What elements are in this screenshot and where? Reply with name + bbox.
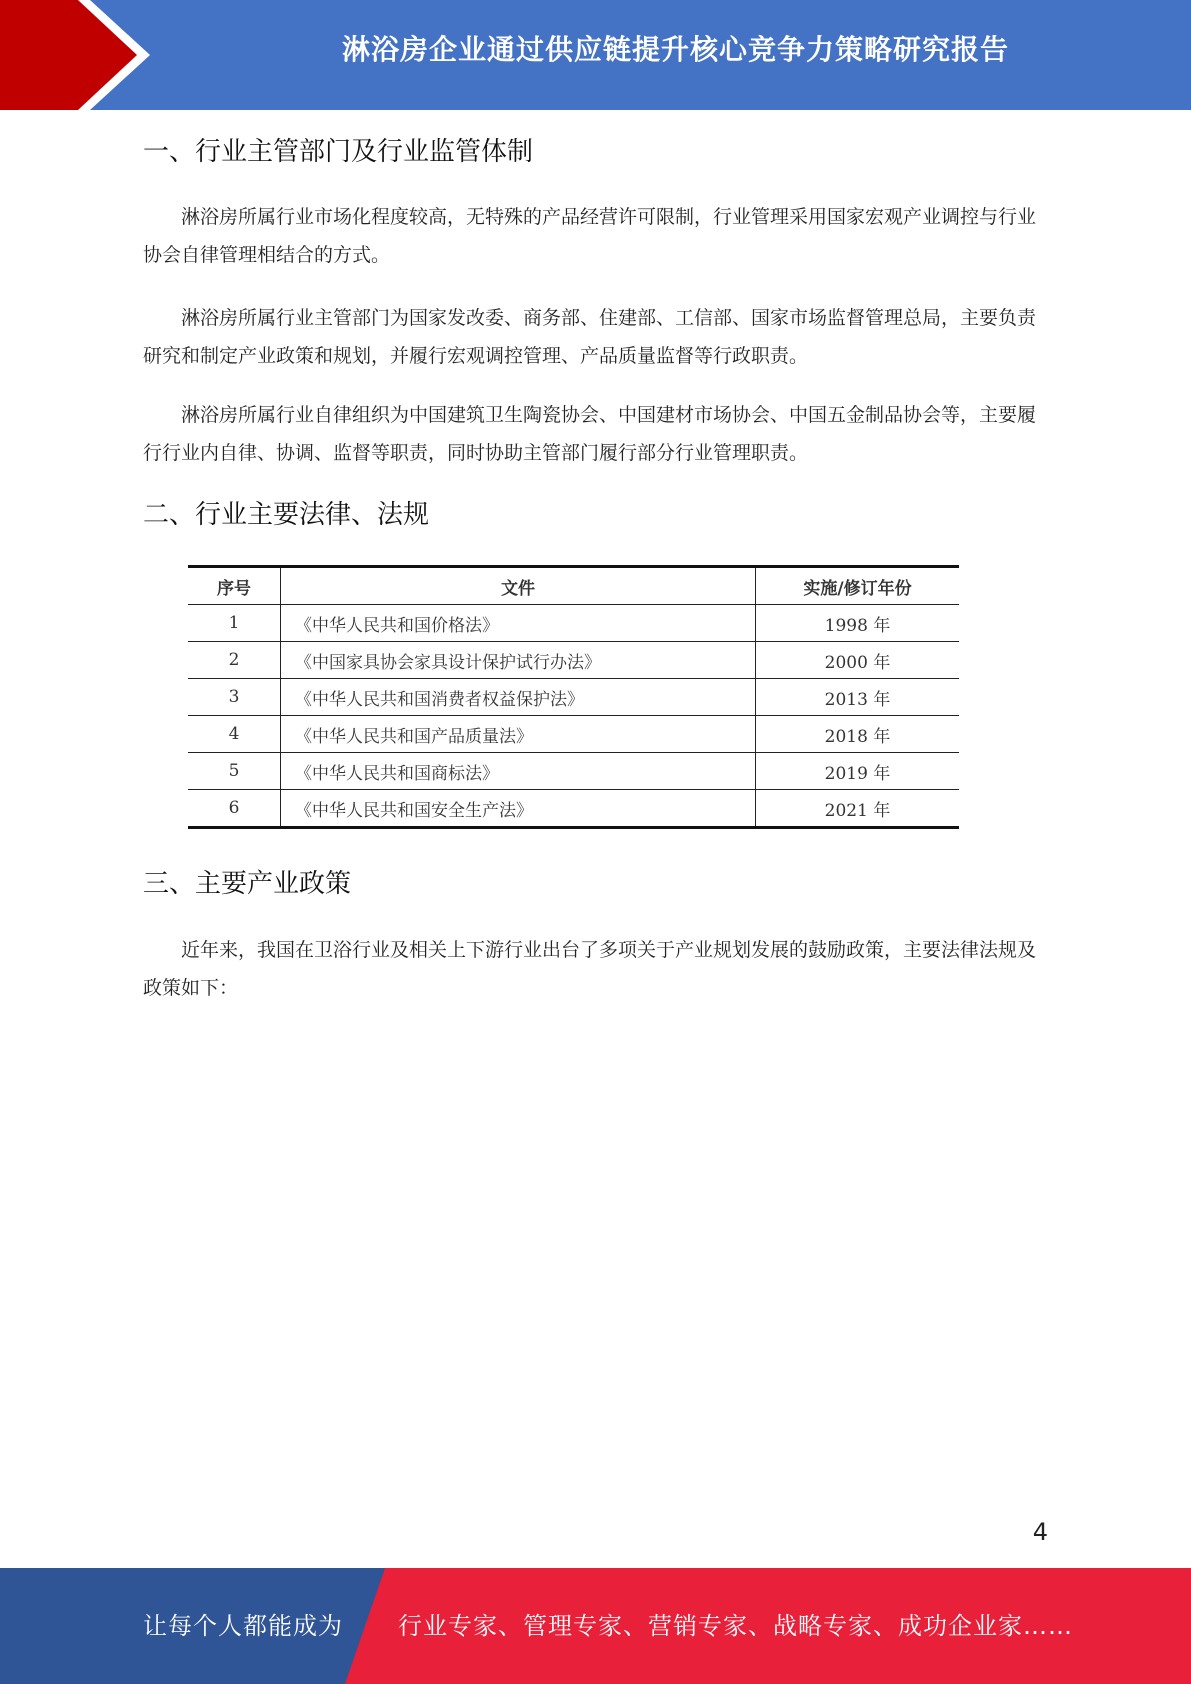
header-banner xyxy=(0,0,1191,110)
cell-document: 《中华人民共和国消费者权益保护法》 xyxy=(281,679,756,716)
cell-year: 1998 年 xyxy=(756,605,960,642)
table-row xyxy=(188,753,959,790)
paragraph-3: 淋浴房所属行业自律组织为中国建筑卫生陶瓷协会、中国建材市场协会、中国五金制品协会等，主要履行行业内自律、协调、监督等职责，同时协助主管部门履行部分行业管理职责。 xyxy=(143,404,1037,464)
cell-number: 1 xyxy=(188,605,281,642)
cell-document: 《中国家具协会家具设计保护试行办法》 xyxy=(281,642,756,679)
footer-slogan-left: 让每个人都能成为 xyxy=(143,1612,343,1640)
cell-year: 2018 年 xyxy=(756,716,960,753)
section-heading-3: 三、主要产业政策 xyxy=(143,869,352,899)
column-header-number: 序号 xyxy=(188,567,281,605)
column-header-year: 实施/修订年份 xyxy=(756,567,960,605)
cell-document: 《中华人民共和国商标法》 xyxy=(281,753,756,790)
footer-slogan-right: 行业专家、管理专家、营销专家、战略专家、成功企业家…… xyxy=(398,1612,1073,1640)
cell-number: 2 xyxy=(188,642,281,679)
paragraph-4: 近年来，我国在卫浴行业及相关上下游行业出台了多项关于产业规划发展的鼓励政策，主要法律法规及政策如下： xyxy=(143,939,1037,999)
cell-year: 2021 年 xyxy=(756,790,960,828)
report-title: 淋浴房企业通过供应链提升核心竞争力策略研究报告 xyxy=(341,33,1009,66)
cell-number: 4 xyxy=(188,716,281,753)
paragraph-2: 淋浴房所属行业主管部门为国家发改委、商务部、住建部、工信部、国家市场监督管理总局，主要负责研究和制定产业政策和规划，并履行宏观调控管理、产品质量监督等行政职责。 xyxy=(143,307,1037,367)
section-heading-2: 二、行业主要法律、法规 xyxy=(143,500,430,530)
cell-year: 2019 年 xyxy=(756,753,960,790)
cell-number: 3 xyxy=(188,679,281,716)
table-header-row xyxy=(188,567,959,605)
cell-year: 2013 年 xyxy=(756,679,960,716)
cell-document: 《中华人民共和国价格法》 xyxy=(281,605,756,642)
cell-number: 5 xyxy=(188,753,281,790)
page-number: 4 xyxy=(1032,1518,1048,1546)
footer-banner xyxy=(0,1568,1191,1684)
section-heading-1: 一、行业主管部门及行业监管体制 xyxy=(143,137,534,167)
cell-document: 《中华人民共和国产品质量法》 xyxy=(281,716,756,753)
table-row xyxy=(188,679,959,716)
cell-year: 2000 年 xyxy=(756,642,960,679)
table-row xyxy=(188,716,959,753)
cell-document: 《中华人民共和国安全生产法》 xyxy=(281,790,756,828)
cell-number: 6 xyxy=(188,790,281,828)
table-row xyxy=(188,605,959,642)
table-row xyxy=(188,790,959,828)
law-table xyxy=(188,565,959,829)
paragraph-1: 淋浴房所属行业市场化程度较高，无特殊的产品经营许可限制，行业管理采用国家宏观产业调控与行业协会自律管理相结合的方式。 xyxy=(143,206,1037,266)
table-row xyxy=(188,642,959,679)
column-header-document: 文件 xyxy=(281,567,756,605)
